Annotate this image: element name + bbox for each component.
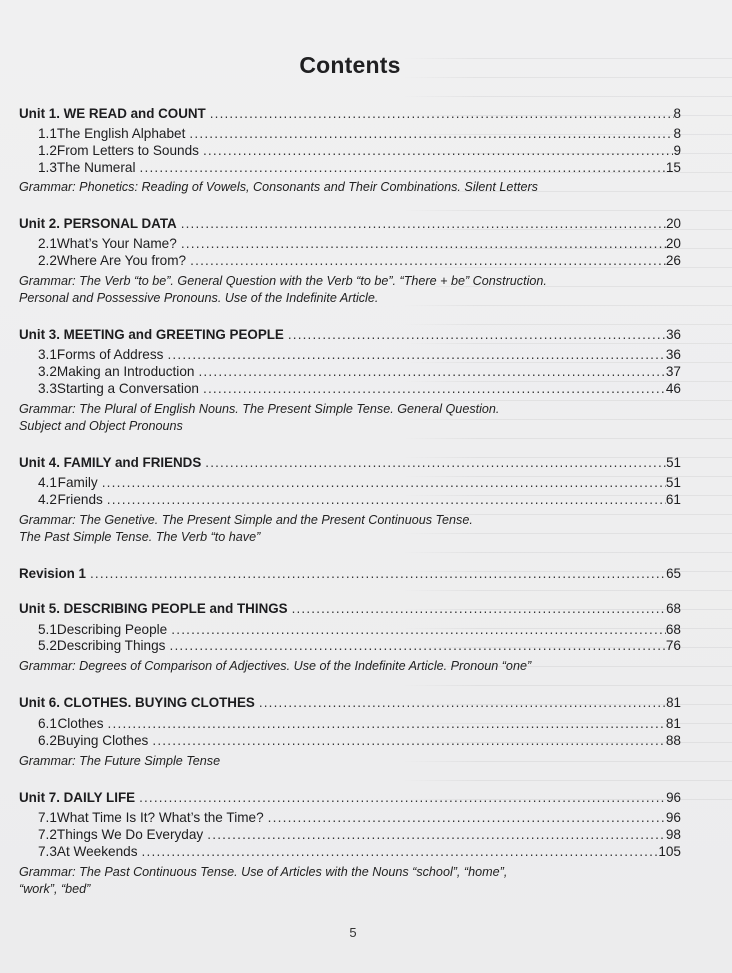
grammar-note: Subject and Object Pronouns (19, 419, 183, 433)
page-number: 5 (349, 925, 357, 940)
item-title: Where Are You from? (56, 253, 187, 268)
grammar-note: The Past Simple Tense. The Verb “to have” (19, 530, 261, 544)
page-ref: 81 (666, 695, 681, 710)
grammar-note: Grammar: The Genetive. The Present Simple and the Present Continuous Tense. (19, 513, 473, 527)
toc-unit-3[interactable] (19, 326, 681, 343)
item-title: Clothes (57, 716, 104, 731)
leader-dots (198, 363, 665, 380)
toc-item-2-1[interactable] (38, 235, 681, 252)
item-number: 4.2 (38, 492, 57, 507)
item-number: 7.2 (38, 827, 57, 842)
page-ref: 9 (673, 143, 681, 158)
leader-dots (167, 346, 665, 363)
leader-dots (207, 826, 666, 843)
page-ref: 46 (665, 381, 681, 396)
page-ref: 88 (665, 733, 681, 748)
page-ref: 81 (665, 716, 681, 731)
toc-item-2-2[interactable] (38, 252, 681, 269)
toc-unit-7[interactable] (19, 789, 681, 806)
item-title: Describing Things (56, 638, 166, 653)
item-number: 1.1 (38, 126, 57, 141)
leader-dots (108, 715, 666, 732)
page-ref: 20 (665, 236, 681, 251)
toc-item-4-2[interactable] (38, 491, 681, 508)
page-ref: 68 (665, 622, 681, 637)
item-title: Things We Do Everyday (56, 827, 204, 842)
unit-title: Unit 1. WE READ and COUNT (19, 106, 206, 121)
leader-dots (259, 694, 666, 711)
item-title: At Weekends (56, 844, 138, 859)
item-number: 1.3 (38, 160, 57, 175)
page-ref: 105 (658, 844, 681, 859)
page-ref: 76 (665, 638, 681, 653)
toc-item-7-2[interactable] (38, 826, 681, 843)
page-ref: 61 (665, 492, 681, 507)
page-ref: 15 (665, 160, 681, 175)
grammar-note: Grammar: The Plural of English Nouns. The Present Simple Tense. General Question. (19, 402, 500, 416)
grammar-note: “work”, “bed” (19, 882, 91, 896)
unit-title: Unit 5. DESCRIBING PEOPLE and THINGS (19, 601, 288, 616)
grammar-note: Grammar: The Future Simple Tense (19, 754, 221, 768)
leader-dots (171, 621, 666, 638)
grammar-note: Grammar: Degrees of Comparison of Adjectives. Use of the Indefinite Article. Pronoun “one” (19, 659, 532, 673)
unit-title: Unit 7. DAILY LIFE (19, 790, 136, 805)
toc-item-4-1[interactable] (38, 474, 681, 491)
leader-dots (203, 142, 673, 159)
item-title: The English Alphabet (56, 126, 186, 141)
unit-title: Unit 6. CLOTHES. BUYING CLOTHES (19, 695, 255, 710)
page-ref: 96 (665, 810, 681, 825)
toc-item-1-1[interactable] (38, 125, 681, 142)
toc-unit-6[interactable] (19, 694, 681, 711)
leader-dots (268, 809, 666, 826)
toc-item-3-3[interactable] (38, 380, 681, 397)
item-number: 3.1 (38, 347, 57, 362)
toc-item-1-3[interactable] (38, 159, 681, 176)
toc-item-7-3[interactable] (38, 843, 681, 860)
toc-item-5-2[interactable] (38, 637, 681, 654)
toc-item-7-1[interactable] (38, 809, 681, 826)
leader-dots (205, 454, 666, 471)
item-title: Starting a Conversation (56, 381, 199, 396)
toc-item-1-2[interactable] (38, 142, 681, 159)
leader-dots (292, 600, 667, 617)
item-number: 7.1 (38, 810, 57, 825)
leader-dots (142, 843, 659, 860)
leader-dots (139, 159, 665, 176)
leader-dots (102, 474, 666, 491)
leader-dots (181, 215, 666, 232)
leader-dots (288, 326, 666, 343)
toc-unit-4[interactable] (19, 454, 681, 471)
leader-dots (190, 252, 666, 269)
toc-item-5-1[interactable] (38, 621, 681, 638)
page-ref: 36 (666, 327, 681, 342)
page-ref: 36 (665, 347, 681, 362)
toc-item-3-2[interactable] (38, 363, 681, 380)
item-title: Making an Introduction (56, 364, 195, 379)
item-title: What Time Is It? What’s the Time? (56, 810, 264, 825)
item-title: Forms of Address (56, 347, 164, 362)
item-number: 2.2 (38, 253, 57, 268)
leader-dots (139, 789, 666, 806)
page-ref: 96 (666, 790, 681, 805)
toc-revision-1[interactable] (19, 565, 681, 582)
item-number: 2.1 (38, 236, 57, 251)
toc-unit-1[interactable] (19, 105, 681, 122)
item-number: 7.3 (38, 844, 57, 859)
page-ref: 98 (665, 827, 681, 842)
grammar-note: Grammar: Phonetics: Reading of Vowels, Consonants and Their Combinations. Silent Letters (19, 180, 538, 194)
item-title: Family (57, 475, 98, 490)
leader-dots (152, 732, 666, 749)
page-title: Contents (299, 52, 401, 78)
page-ref: 8 (673, 106, 681, 121)
toc-unit-2[interactable] (19, 215, 681, 232)
leader-dots (181, 235, 666, 252)
item-number: 3.2 (38, 364, 57, 379)
leader-dots (189, 125, 673, 142)
item-title: From Letters to Sounds (56, 143, 199, 158)
toc-unit-5[interactable] (19, 600, 681, 617)
unit-title: Unit 4. FAMILY and FRIENDS (19, 455, 202, 470)
leader-dots (203, 380, 666, 397)
grammar-note: Grammar: The Verb “to be”. General Question with the Verb “to be”. “There + be” Construction. (19, 274, 547, 288)
grammar-note: Personal and Possessive Pronouns. Use of the Indefinite Article. (19, 291, 379, 305)
grammar-note: Grammar: The Past Continuous Tense. Use of Articles with the Nouns “school”, “home”, (19, 865, 508, 879)
item-number: 3.3 (38, 381, 57, 396)
item-number: 6.1 (38, 716, 57, 731)
leader-dots (210, 105, 674, 122)
toc-item-3-1[interactable] (38, 346, 681, 363)
item-number: 5.1 (38, 622, 57, 637)
item-title: What’s Your Name? (56, 236, 177, 251)
leader-dots (107, 491, 666, 508)
page-ref: 51 (666, 455, 681, 470)
item-number: 5.2 (38, 638, 57, 653)
toc-item-6-2[interactable] (38, 732, 681, 749)
item-number: 1.2 (38, 143, 57, 158)
leader-dots (169, 637, 665, 654)
revision-title: Revision 1 (19, 566, 86, 581)
page-ref: 20 (666, 216, 681, 231)
page-ref: 51 (665, 475, 681, 490)
page-ref: 8 (673, 126, 681, 141)
page-ref: 37 (665, 364, 681, 379)
unit-title: Unit 2. PERSONAL DATA (19, 216, 177, 231)
page-ref: 68 (666, 601, 681, 616)
item-title: Describing People (56, 622, 168, 637)
item-title: The Numeral (56, 160, 136, 175)
toc-item-6-1[interactable] (38, 715, 681, 732)
page-ref: 65 (666, 566, 681, 581)
unit-title: Unit 3. MEETING and GREETING PEOPLE (19, 327, 284, 342)
item-title: Buying Clothes (56, 733, 149, 748)
leader-dots (90, 565, 666, 582)
page-ref: 26 (665, 253, 681, 268)
item-title: Friends (57, 492, 103, 507)
item-number: 6.2 (38, 733, 57, 748)
item-number: 4.1 (38, 475, 57, 490)
